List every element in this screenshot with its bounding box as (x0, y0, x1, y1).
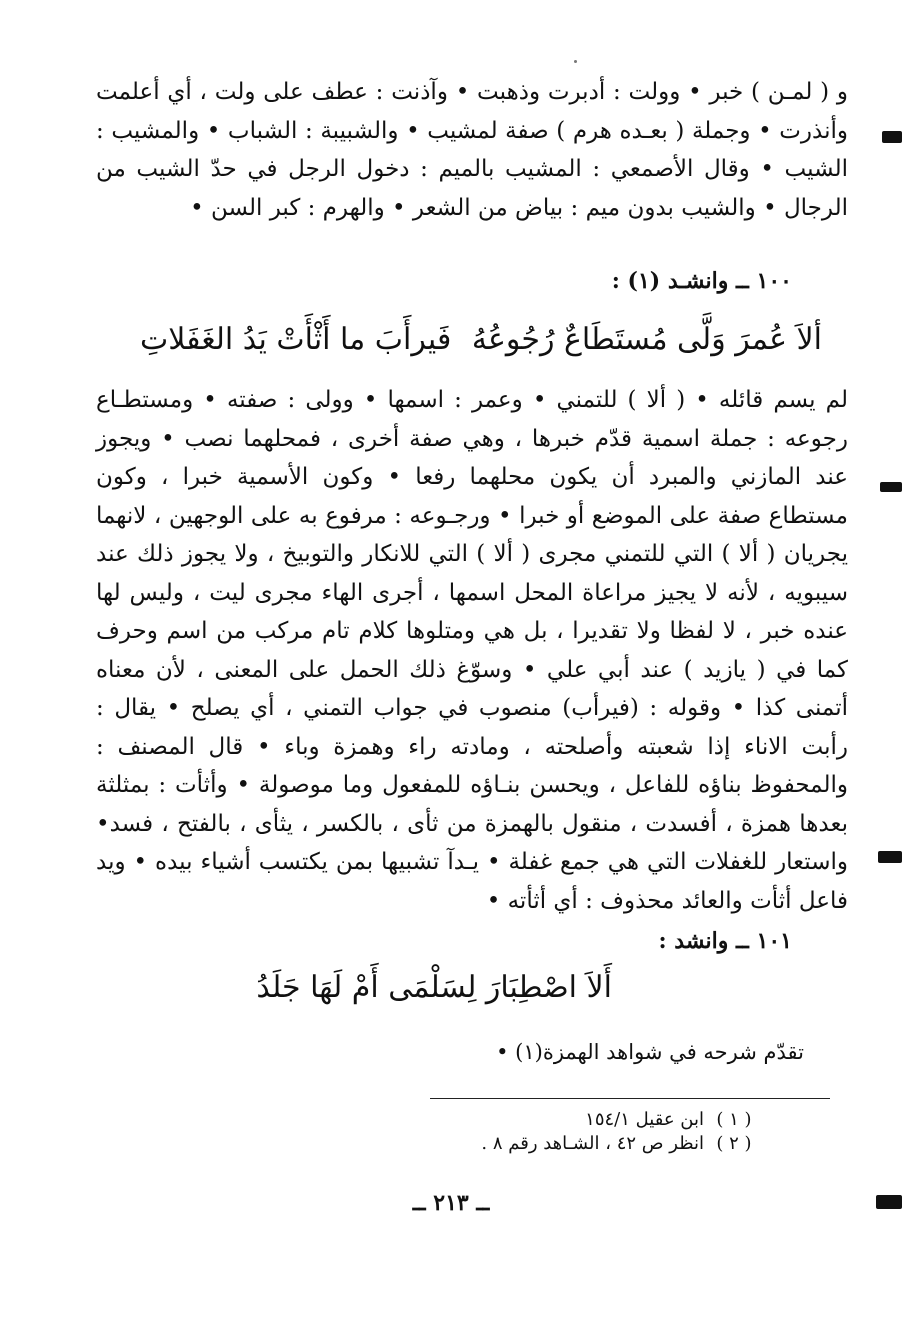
scan-edge-mark (878, 851, 902, 863)
verse-100-first-hemistich: ألاَ عُمرَ وَلَّى مُستَطَاعٌ رُجُوعُهُ (471, 322, 822, 357)
footnote-text: انظر ص ٤٢ ، الشـاهد رقم ٨ . (481, 1133, 704, 1154)
verse-101: أَلاَ اصْطِبَارَ لِسَلْمَى أَمْ لَهَا جَلَدُ (256, 970, 612, 1005)
footnote (481, 1132, 764, 1156)
scan-edge-mark (880, 482, 902, 492)
commentary-paragraph-1: و ( لمـن ) خبر • وولت : أدبرت وذهبت • وآذنت : عطف على ولت ، أي أعلمت وأنذرت • وجملة ( بعـده هرم ) صفة لمشيب • والشبيبة : الشباب • والمشيب : الشيب • وقال الأصمعي : المشيب بالميم : دخول الرجل في حدّ الشيب من الرجال • والشيب بدون ميم : بياض من الشعر • والهرم : كبر السن • (96, 79, 848, 221)
footnote (481, 1108, 764, 1132)
footnote-number: ( ١ ) (716, 1109, 752, 1130)
verse-101-note: تقدّم شرحه في شواهد الهمزة(١) • (496, 1040, 804, 1064)
scan-speck (574, 60, 577, 63)
footnotes (481, 1108, 764, 1156)
page-number: ــ ٢١٣ ــ (412, 1190, 490, 1216)
scan-edge-mark (882, 131, 902, 143)
commentary-paragraph-2: لم يسم قائله • ( ألا ) للتمني • وعمر : اسمها • وولى : صفته • ومستطـاع رجوعه : جملة اسمية قدّم خبرها ، وهي صفة أخرى ، فمحلهما نصب • ويجوز عند المازني والمبرد أن يكون محلهما رفعا • وكون الأسمية خبرا ، وكون مستطاع صفة على الموضع أو خبرا • ورجـوعه : مرفوع به على الوجهين ، لانهما يجريان ( ألا ) التي للتمني مجرى ( ألا ) التي للانكار والتوبيخ ، ولا يجوز ذلك عند سيبويه ، لأنه لا يجيز مراعاة المحل اسمها ، أجرى الهاء مجرى ليت ، وليس لها عنده خبر ، لا لفظا ولا تقديرا ، بل هي ومتلوها كلام تام مركب من اسم وحرف كما في ( يازيد ) عند أبي علي • وسوّغ ذلك الحمل على المعنى ، لأن معناه أتمنى كذا • وقوله : (فيرأب) منصوب في جواب التمني ، أي يصلح • يقال : رأبت الاناء إذا شعبته وأصلحته ، ومادته راء وهمزة وباء • قال المصنف : والمحفوظ بناؤه للفاعل ، ويحسن بنـاؤه للمفعول وما موصولة • وأثأت : بمثلثة بعدها همزة ، أفسدت ، منقول بالهمزة من ثأى ، بالكسر ، يثأى ، بالفتح ، فسد• واستعار للغفلات التي هي جمع غفلة • يـدآ تشبيها بمن يكتسب أشياء بيده • ويد فاعل أثأت والعائد محذوف : أي أثأته • (96, 387, 848, 914)
verse-heading-100: ١٠٠ ــ وانشـد (١) : (611, 268, 792, 294)
footnote-text: ابن عقيل ١٥٤/١ (585, 1109, 704, 1130)
footnote-number: ( ٢ ) (716, 1133, 752, 1154)
verse-heading-101: ١٠١ ــ وانشد : (658, 928, 792, 954)
verse-100-second-hemistich: فَيرأَبَ ما أَثْأَتْ يَدُ الغَفَلاتِ (140, 322, 452, 357)
footnote-divider (430, 1098, 830, 1099)
